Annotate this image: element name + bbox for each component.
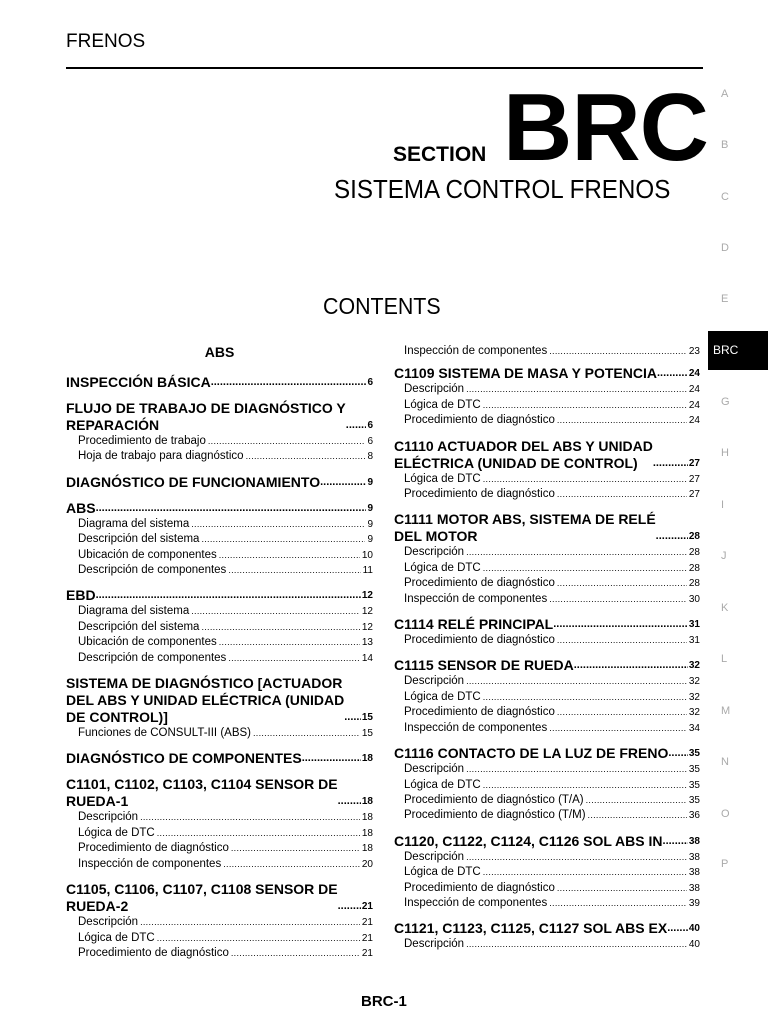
toc-entry-label: Descripción: [404, 763, 465, 776]
side-index-letter[interactable]: P: [721, 858, 729, 870]
leader-dots: [549, 721, 687, 736]
toc-entry-label: Procedimiento de diagnóstico: [404, 577, 555, 590]
section-name: SISTEMA CONTROL FRENOS: [334, 174, 671, 204]
toc-heading-entry[interactable]: [66, 374, 373, 391]
toc-heading-page: 6: [367, 420, 373, 431]
toc-entry-label: Lógica de DTC: [404, 561, 481, 574]
side-index-letter[interactable]: H: [721, 447, 729, 459]
leader-dots: [653, 455, 688, 472]
toc-heading-page: 35: [688, 748, 700, 760]
toc-heading-title: C1115 SENSOR DE RUEDA: [394, 657, 574, 674]
toc-group: [66, 776, 373, 872]
toc-column-heading: ABS: [204, 344, 235, 360]
toc-entry-page: 36: [688, 810, 700, 822]
toc-heading-entry[interactable]: [66, 400, 373, 434]
toc-group: [66, 474, 373, 491]
toc-heading-entry[interactable]: [394, 833, 700, 850]
toc-heading-entry[interactable]: [394, 365, 700, 382]
toc-entry-label: Descripción: [404, 850, 465, 863]
leader-dots: [228, 563, 360, 578]
toc-group: [394, 616, 700, 648]
toc-heading-entry[interactable]: [394, 616, 700, 633]
toc-entry-page: 32: [688, 707, 700, 719]
side-tab-active[interactable]: BRC: [708, 331, 768, 370]
toc-group: [66, 400, 373, 465]
toc-entry[interactable]: [66, 449, 373, 464]
side-index-letter[interactable]: C: [721, 191, 729, 203]
toc-entry-label: Lógica de DTC: [404, 398, 481, 411]
toc-entry-page: 32: [688, 691, 700, 703]
toc-entry-page: 38: [688, 851, 700, 863]
leader-dots: [338, 793, 361, 810]
leader-dots: [201, 620, 359, 635]
toc-heading-entry[interactable]: [394, 657, 700, 674]
toc-entry-page: 11: [362, 565, 373, 577]
leader-dots: [557, 576, 687, 591]
leader-dots: [231, 946, 360, 961]
toc-entry[interactable]: [66, 517, 373, 532]
leader-dots: [344, 709, 361, 726]
toc-entry-page: 13: [361, 637, 373, 649]
side-index-letter[interactable]: E: [721, 293, 729, 305]
toc-entry-label: Procedimiento de diagnóstico (T/A): [404, 793, 584, 806]
toc-heading-title: DIAGNÓSTICO DE COMPONENTES: [66, 750, 302, 767]
toc-entry-label: Procedimiento de trabajo: [78, 435, 206, 447]
side-index-letter[interactable]: K: [721, 602, 729, 614]
toc-heading-entry[interactable]: [394, 920, 700, 937]
toc-entry-page: 9: [367, 534, 373, 546]
toc-entry-label: Ubicación de componentes: [78, 636, 217, 649]
leader-dots: [667, 920, 688, 937]
side-index-letter[interactable]: I: [721, 499, 725, 511]
toc-entry-label: Diagrama del sistema: [78, 605, 190, 618]
toc-heading-entry[interactable]: [66, 776, 373, 810]
side-index-letter[interactable]: N: [721, 756, 729, 768]
toc-heading-page: 27: [688, 457, 700, 469]
leader-dots: [219, 635, 360, 650]
leader-dots: [96, 500, 367, 517]
leader-dots: [302, 750, 361, 767]
toc-entry-page: 34: [688, 722, 700, 734]
toc-entry[interactable]: [66, 548, 373, 563]
footer-page-id: BRC-1: [361, 993, 407, 1010]
toc-entry-label: Lógica de DTC: [78, 826, 155, 839]
toc-heading-title: INSPECCIÓN BÁSICA: [66, 374, 211, 390]
toc-entry-label: Descripción: [78, 811, 139, 824]
toc-entry[interactable]: [394, 576, 700, 591]
toc-group: [394, 657, 700, 736]
toc-entry-label: Ubicación de componentes: [78, 548, 217, 561]
leader-dots: [201, 532, 365, 547]
leader-dots: [466, 674, 687, 689]
toc-entry[interactable]: [394, 472, 700, 487]
toc-entry[interactable]: [66, 604, 373, 619]
leader-dots: [656, 528, 688, 545]
toc-entry[interactable]: [66, 434, 373, 449]
leader-dots: [466, 850, 687, 865]
toc-heading-title: C1114 RELÉ PRINCIPAL: [394, 616, 554, 633]
toc-left-column: [66, 344, 373, 970]
toc-entry-page: 39: [688, 897, 700, 909]
side-index-letter[interactable]: O: [721, 808, 730, 820]
toc-entry[interactable]: [394, 690, 700, 705]
toc-group: [66, 881, 373, 961]
toc-heading-page: 32: [688, 660, 700, 672]
side-index-letter[interactable]: A: [721, 88, 729, 100]
side-index-letter[interactable]: J: [721, 550, 727, 562]
leader-dots: [466, 937, 687, 952]
toc-entry-label: Inspección de componentes: [404, 896, 548, 909]
toc-entry[interactable]: [394, 674, 700, 689]
toc-heading-page: 9: [367, 502, 373, 514]
toc-heading-entry[interactable]: [66, 675, 373, 726]
leader-dots: [466, 382, 687, 397]
toc-entry-label: Descripción: [404, 675, 465, 688]
toc-entry-label: Lógica de DTC: [404, 778, 481, 791]
toc-entry[interactable]: [394, 592, 700, 607]
leader-dots: [557, 633, 687, 648]
toc-heading-title: C1109 SISTEMA DE MASA Y POTENCIA: [394, 365, 657, 382]
leader-dots: [588, 808, 687, 823]
toc-entry-label: Descripción del sistema: [78, 620, 200, 633]
toc-entry-page: 27: [688, 489, 700, 501]
toc-entry-label: Lógica de DTC: [78, 931, 155, 944]
toc-entry-page: 35: [688, 794, 700, 806]
toc-entry[interactable]: [394, 778, 700, 793]
toc-entry-label: Procedimiento de diagnóstico (T/M): [404, 809, 586, 822]
toc-entry[interactable]: [394, 850, 700, 865]
toc-entry-label: Inspección de componentes: [404, 345, 548, 357]
toc-heading-entry[interactable]: [394, 438, 700, 472]
toc-entry[interactable]: [66, 651, 373, 666]
toc-group: [66, 587, 373, 666]
toc-entry[interactable]: [394, 545, 700, 560]
header-title: FRENOS: [66, 31, 146, 52]
toc-entry-page: 23: [688, 346, 700, 357]
leader-dots: [228, 651, 360, 666]
toc-entry[interactable]: [394, 721, 700, 736]
toc-entry-page: 21: [361, 947, 373, 959]
leader-dots: [320, 474, 366, 491]
toc-entry-page: 8: [367, 451, 373, 463]
toc-entry[interactable]: [66, 915, 373, 930]
toc-entry[interactable]: [394, 896, 700, 911]
toc-group: [66, 500, 373, 579]
toc-entry-label: Lógica de DTC: [404, 690, 481, 703]
toc-entry-label: Funciones de CONSULT-III (ABS): [78, 727, 251, 740]
header-rule: [66, 67, 703, 69]
toc-entry[interactable]: [394, 633, 700, 648]
toc-entry-label: Inspección de componentes: [404, 592, 548, 605]
leader-dots: [246, 449, 366, 464]
toc-entry-page: 32: [688, 676, 700, 688]
toc-entry-label: Descripción: [404, 938, 465, 951]
side-index-letter[interactable]: B: [721, 139, 729, 151]
leader-dots: [157, 931, 360, 946]
leader-dots: [338, 898, 361, 915]
leader-dots: [346, 417, 367, 434]
toc-group: [394, 745, 700, 824]
leader-dots: [663, 833, 688, 850]
toc-entry-page: 24: [688, 399, 700, 411]
toc-heading-page: 18: [361, 753, 373, 765]
toc-entry-label: Hoja de trabajo para diagnóstico: [78, 450, 244, 463]
toc-entry-label: Procedimiento de diagnóstico: [78, 842, 229, 855]
toc-heading-entry[interactable]: [66, 474, 373, 491]
toc-entry-page: 21: [361, 932, 373, 944]
toc-heading-entry[interactable]: [66, 881, 373, 915]
leader-dots: [557, 413, 687, 428]
toc-entry[interactable]: [66, 931, 373, 946]
toc-entry-page: 12: [361, 621, 373, 633]
toc-heading-title: C1105, C1106, C1107, C1108 SENSOR DE RUEDA-2: [66, 881, 338, 915]
leader-dots: [483, 561, 687, 576]
leader-dots: [231, 841, 360, 856]
leader-dots: [96, 587, 361, 604]
toc-entry-page: 10: [361, 549, 373, 561]
toc-entry[interactable]: [394, 561, 700, 576]
toc-heading-page: 24: [688, 368, 700, 380]
toc-heading-title: ABS: [66, 499, 96, 516]
toc-entry-page: 31: [688, 635, 700, 647]
toc-heading-page: 38: [688, 835, 700, 847]
toc-entry-label: Descripción: [404, 383, 465, 396]
leader-dots: [157, 826, 360, 841]
toc-heading-page: 9: [367, 476, 373, 488]
toc-entry-page: 28: [688, 562, 700, 574]
toc-heading-entry[interactable]: [66, 500, 373, 517]
toc-entry[interactable]: [66, 532, 373, 547]
toc-entry-label: Descripción del sistema: [78, 533, 200, 546]
toc-entry[interactable]: [66, 946, 373, 961]
toc-entry[interactable]: [394, 382, 700, 397]
toc-entry-page: 18: [361, 827, 373, 839]
leader-dots: [557, 705, 687, 720]
toc-heading-title: EBD: [66, 587, 96, 604]
leader-dots: [549, 592, 687, 607]
toc-entry-page: 35: [688, 779, 700, 791]
toc-entry-page: 28: [688, 547, 700, 559]
leader-dots: [557, 487, 687, 502]
toc-entry-page: 30: [688, 593, 700, 605]
leader-dots: [557, 881, 687, 896]
section-code: BRC: [503, 74, 708, 181]
leader-dots: [219, 548, 360, 563]
toc-entry-label: Inspección de componentes: [404, 721, 548, 734]
toc-entry[interactable]: [394, 398, 700, 413]
toc-entry-label: Procedimiento de diagnóstico: [404, 706, 555, 719]
toc-heading-title: SISTEMA DE DIAGNÓSTICO [ACTUADOR DEL ABS Y UNIDAD ELÉCTRICA (UNIDAD DE CONTROL)]: [66, 675, 345, 726]
toc-entry[interactable]: [66, 620, 373, 635]
leader-dots: [668, 745, 688, 762]
leader-dots: [466, 762, 687, 777]
toc-entry[interactable]: [394, 808, 700, 823]
toc-heading-title: C1120, C1122, C1124, C1126 SOL ABS IN: [394, 832, 663, 849]
leader-dots: [223, 857, 360, 872]
toc-heading-page: 15: [361, 712, 373, 724]
side-index-letter[interactable]: G: [721, 396, 730, 408]
leader-dots: [553, 616, 688, 633]
toc-entry-label: Descripción: [404, 546, 465, 559]
toc-entry[interactable]: [394, 413, 700, 428]
toc-entry-page: 20: [361, 858, 373, 870]
toc-entry-label: Procedimiento de diagnóstico: [404, 634, 555, 647]
toc-entry-label: Lógica de DTC: [404, 472, 481, 485]
toc-heading-title: C1111 MOTOR ABS, SISTEMA DE RELÉ DEL MOTOR: [394, 511, 656, 545]
toc-entry-page: 24: [688, 384, 700, 396]
toc-entry-page: 28: [688, 578, 700, 590]
toc-heading-page: 6: [367, 377, 373, 388]
toc-entry[interactable]: [394, 793, 700, 808]
toc-entry-page: 12: [361, 606, 373, 618]
leader-dots: [208, 434, 366, 449]
toc-entry-page: 15: [361, 728, 373, 740]
toc-entry-page: 38: [688, 882, 700, 894]
toc-entry[interactable]: [66, 841, 373, 856]
toc-entry-label: Inspección de componentes: [78, 857, 222, 870]
toc-heading-entry[interactable]: [66, 750, 373, 767]
leader-dots: [549, 896, 687, 911]
toc-entry-page: 38: [688, 867, 700, 879]
toc-heading-title: C1116 CONTACTO DE LA LUZ DE FRENO: [394, 745, 669, 762]
toc-entry[interactable]: [394, 762, 700, 777]
toc-entry[interactable]: [66, 810, 373, 825]
toc-entry[interactable]: [66, 726, 373, 741]
toc-heading-title: DIAGNÓSTICO DE FUNCIONAMIENTO: [66, 473, 321, 490]
toc-entry-page: 27: [688, 473, 700, 485]
leader-dots: [140, 915, 360, 930]
toc-entry-page: 35: [688, 764, 700, 776]
toc-entry-page: 24: [688, 415, 700, 427]
leader-dots: [483, 398, 687, 413]
leader-dots: [140, 810, 360, 825]
toc-entry-page: 18: [361, 843, 373, 855]
toc-entry[interactable]: [394, 344, 700, 359]
toc-heading-entry[interactable]: [66, 587, 373, 604]
toc-entry[interactable]: [394, 881, 700, 896]
toc-heading-page: 40: [688, 923, 700, 935]
toc-right-column: [394, 344, 700, 962]
leader-dots: [549, 344, 687, 359]
side-index-letter[interactable]: M: [721, 705, 731, 717]
toc-entry-page: 40: [688, 939, 700, 951]
toc-heading-title: C1101, C1102, C1103, C1104 SENSOR DE RUEDA-1: [66, 776, 338, 810]
leader-dots: [466, 545, 687, 560]
toc-entry-page: 9: [367, 518, 373, 530]
toc-entry-label: Descripción de componentes: [78, 564, 227, 577]
toc-entry[interactable]: [394, 937, 700, 952]
leader-dots: [191, 517, 365, 532]
leader-dots: [483, 690, 687, 705]
toc-heading-title: C1121, C1123, C1125, C1127 SOL ABS EX: [394, 920, 668, 937]
leader-dots: [211, 374, 367, 391]
toc-entry-label: Procedimiento de diagnóstico: [404, 414, 555, 427]
toc-group: [66, 374, 373, 391]
toc-heading-entry[interactable]: [394, 511, 700, 545]
toc-entry-label: Procedimiento de diagnóstico: [404, 881, 555, 894]
toc-group: [394, 511, 700, 607]
contents-title: CONTENTS: [323, 293, 441, 319]
toc-entry-page: 14: [361, 652, 373, 664]
toc-group: [66, 750, 373, 767]
toc-entry[interactable]: [66, 635, 373, 650]
leader-dots: [574, 657, 688, 674]
leader-dots: [586, 793, 687, 808]
toc-heading-page: 18: [361, 796, 373, 808]
toc-heading-title: C1110 ACTUADOR DEL ABS Y UNIDAD ELÉCTRICA (UNIDAD DE CONTROL): [394, 437, 653, 471]
toc-entry[interactable]: [66, 857, 373, 872]
toc-entry-label: Diagrama del sistema: [78, 517, 190, 530]
toc-entry-label: Descripción de componentes: [78, 651, 227, 664]
toc-entry[interactable]: [66, 826, 373, 841]
toc-group: [66, 675, 373, 741]
toc-entry-label: Procedimiento de diagnóstico: [404, 488, 555, 501]
toc-group: [394, 920, 700, 952]
toc-entry-label: Lógica de DTC: [404, 866, 481, 879]
leader-dots: [191, 604, 360, 619]
toc-entry[interactable]: [394, 865, 700, 880]
side-index-letter[interactable]: D: [721, 242, 729, 254]
leader-dots: [483, 778, 687, 793]
toc-heading-entry[interactable]: [394, 745, 700, 762]
toc-group: [394, 438, 700, 503]
toc-entry[interactable]: [394, 705, 700, 720]
toc-heading-page: 31: [688, 619, 700, 631]
leader-dots: [483, 865, 687, 880]
leader-dots: [657, 365, 688, 382]
toc-entry[interactable]: [394, 487, 700, 502]
toc-heading-title: FLUJO DE TRABAJO DE DIAGNÓSTICO Y REPARACIÓN: [66, 400, 346, 433]
toc-heading-page: 21: [361, 901, 373, 913]
toc-group: [394, 833, 700, 912]
toc-entry-label: Procedimiento de diagnóstico: [78, 946, 229, 959]
side-index-letter[interactable]: L: [721, 653, 728, 665]
toc-heading-page: 28: [688, 531, 700, 543]
section-label: SECTION: [393, 143, 487, 166]
toc-entry[interactable]: [66, 563, 373, 578]
toc-entry-page: 6: [367, 436, 373, 447]
leader-dots: [483, 472, 687, 487]
toc-entry-page: 21: [361, 917, 373, 929]
toc-heading-page: 12: [361, 590, 373, 602]
toc-group: [394, 365, 700, 428]
toc-entry-label: Descripción: [78, 916, 139, 929]
toc-entry-page: 18: [361, 812, 373, 824]
leader-dots: [253, 726, 360, 741]
